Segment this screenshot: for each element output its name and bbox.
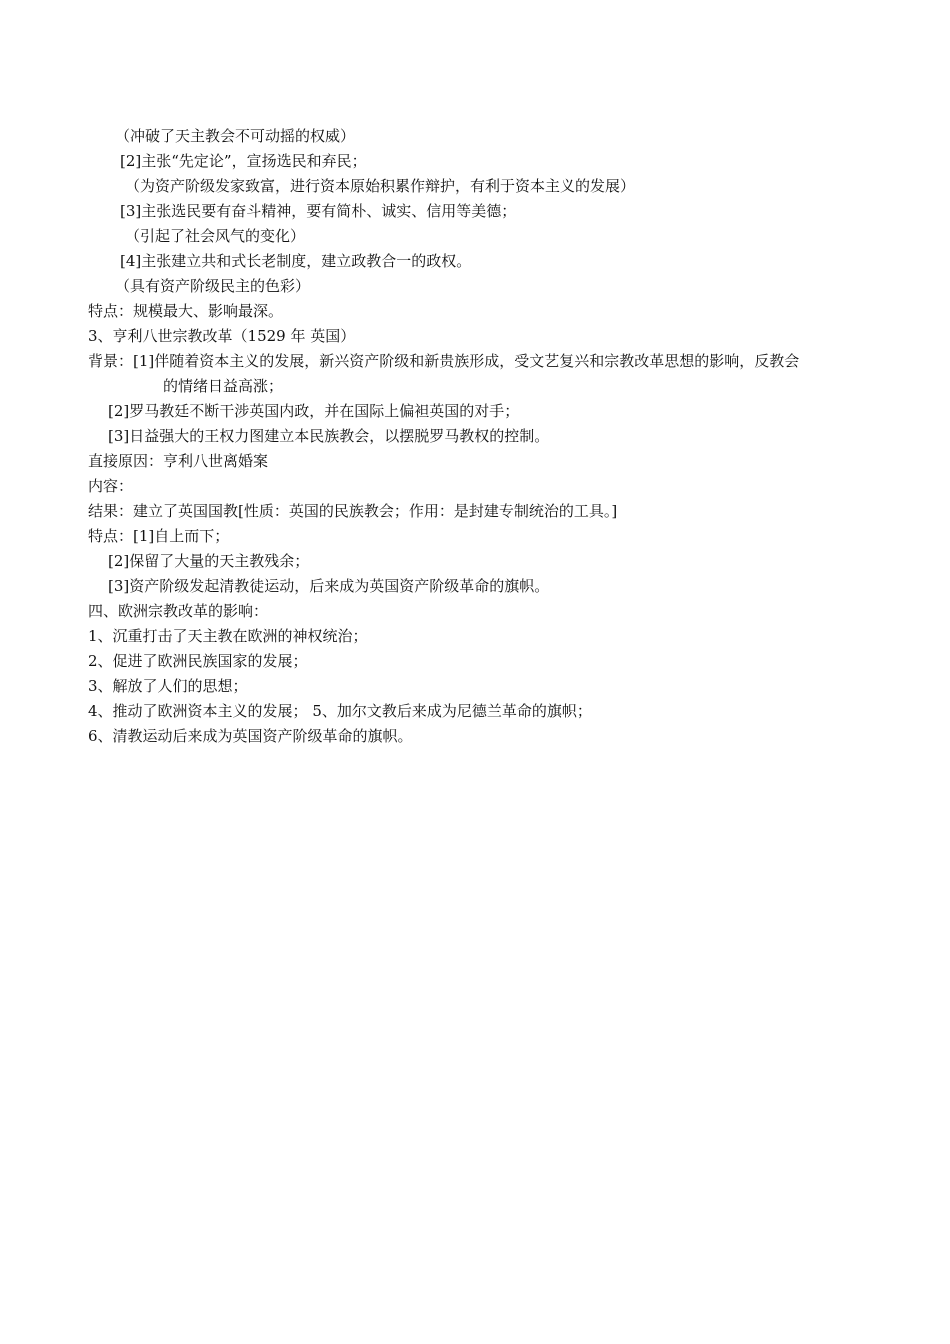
section-heading: 3、亨利八世宗教改革（1529 年 英国）: [88, 327, 356, 345]
text-line: （为资产阶级发家致富，进行资本原始积累作辩护，有利于资本主义的发展）: [125, 177, 636, 195]
text-line: 直接原因：亨利八世离婚案: [88, 452, 269, 470]
text-line: [2]罗马教廷不断干涉英国内政，并在国际上偏袒英国的对手；: [108, 402, 520, 420]
text-line: [2]主张“先定论”，宣扬选民和弃民；: [120, 152, 367, 170]
text-line: [3]日益强大的王权力图建立本民族教会，以摆脱罗马教权的控制。: [108, 427, 550, 445]
text-line: 特点：[1]自上而下；: [88, 527, 230, 545]
text-line: 内容：: [88, 477, 134, 495]
text-line: 特点：规模最大、影响最深。: [88, 302, 284, 320]
text-line: 的情绪日益高涨；: [163, 377, 284, 395]
text-line: [3]主张选民要有奋斗精神，要有简朴、诚实、信用等美德；: [120, 202, 517, 220]
list-item: 1、沉重打击了天主教在欧洲的神权统治；: [88, 627, 368, 645]
text-line: [2]保留了大量的天主教残余；: [108, 552, 310, 570]
text-line: 背景：[1]伴随着资本主义的发展，新兴资产阶级和新贵族形成，受文艺复兴和宗教改革思想的影响，反教会: [88, 352, 800, 370]
text-line: （冲破了天主教会不可动摇的权威）: [115, 127, 356, 145]
list-item: 3、解放了人们的思想；: [88, 677, 248, 695]
list-item: 6、清教运动后来成为英国资产阶级革命的旗帜。: [88, 727, 413, 745]
list-item: 2、促进了欧洲民族国家的发展；: [88, 652, 308, 670]
text-line: （引起了社会风气的变化）: [125, 227, 306, 245]
text-line: [3]资产阶级发起清教徒运动，后来成为英国资产阶级革命的旗帜。: [108, 577, 550, 595]
text-line: 结果：建立了英国国教[性质：英国的民族教会；作用：是封建专制统治的工具。]: [88, 502, 618, 520]
text-line: （具有资产阶级民主的色彩）: [115, 277, 311, 295]
text-line: [4]主张建立共和式长老制度，建立政教合一的政权。: [120, 252, 472, 270]
list-item: 4、推动了欧洲资本主义的发展； 5、加尔文教后来成为尼德兰革命的旗帜；: [88, 702, 592, 720]
section-heading: 四、欧洲宗教改革的影响：: [88, 602, 269, 620]
